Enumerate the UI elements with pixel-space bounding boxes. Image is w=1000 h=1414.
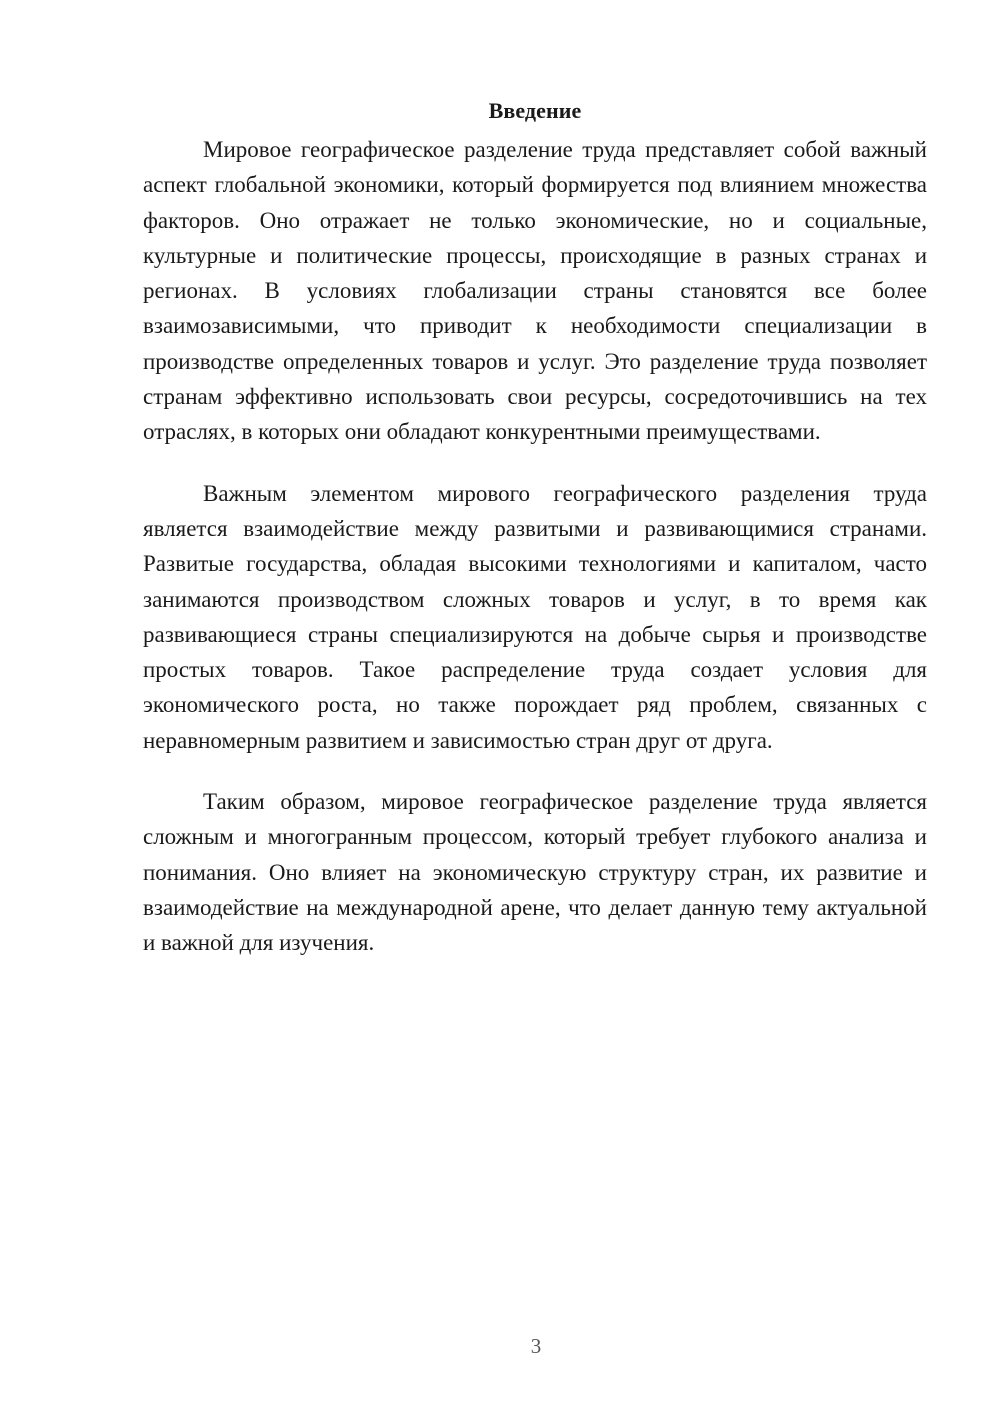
section-heading: Введение	[488, 98, 582, 123]
paragraph-1: Мировое географическое разделение труда представляет собой важный аспект глобальной экономики, который формируется под влиянием множества факторов. Оно отражает не только экономические, но и социальные, культурные и политические процессы, происходящие в разных странах и регионах. В условиях глобализации страны становятся все более взаимозависимыми, что приводит к необходимости специализации в производстве определенных товаров и услуг. Это разделение труда позволяет странам эффективно использовать свои ресурсы, сосредоточившись на тех отраслях, в которых они обладают конкурентными преимуществами.	[143, 137, 927, 445]
page-number: 3	[530, 1334, 542, 1358]
page-content	[143, 96, 927, 987]
paragraph-2: Важным элементом мирового географического разделения труда является взаимодействие между развитыми и развивающимися странами. Развитые государства, обладая высокими технологиями и капиталом, часто занимаются производством сложных товаров и услуг, в то время как развивающиеся страны специализируются на добыче сырья и производстве простых товаров. Такое распределение труда создает условия для экономического роста, но также порождает ряд проблем, связанных с неравномерным развитием и зависимостью стран друг от друга.	[143, 480, 927, 753]
paragraph-3: Таким образом, мировое географическое разделение труда является сложным и многогранным процессом, который требует глубокого анализа и понимания. Оно влияет на экономическую структуру стран, их развитие и взаимодействие на международной арене, что делает данную тему актуальной и важной для изучения.	[143, 789, 927, 956]
